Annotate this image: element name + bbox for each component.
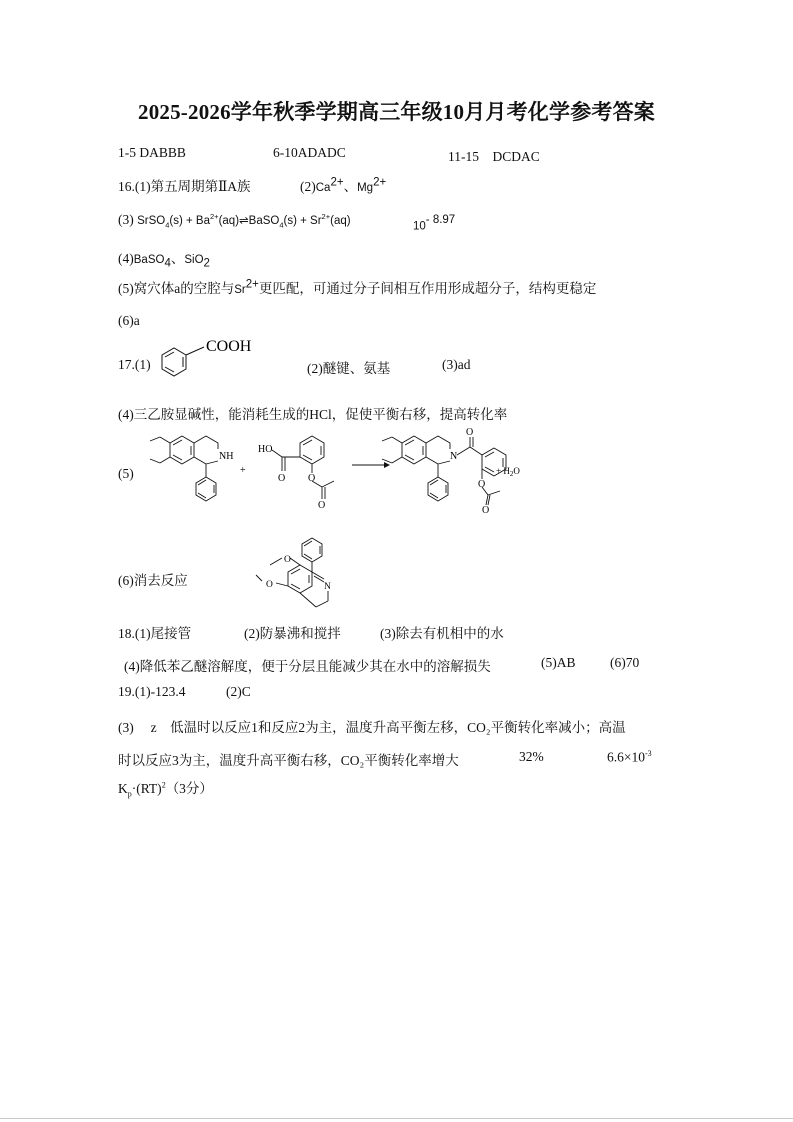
reaction-scheme (132, 425, 552, 525)
q18-part6: (6)70 (610, 655, 640, 670)
q19-part3-line2: 时以反应3为主，温度升高平衡右移，CO₂平衡转化率增大 (118, 753, 459, 768)
q16-part3-equation: (3) SrSO$_4$(s) + $Ba^{2+}(aq)\rightleftharpoons BaSO_4(s) + Sr^{2+}(aq)$ (118, 212, 351, 230)
plus-sign: + (240, 465, 246, 476)
q16-part6: (6)a (118, 313, 140, 328)
mc-answers-1-5: 1-5 DABBB (118, 145, 186, 160)
q18-part5: (5)AB (541, 655, 576, 670)
methoxy-o-bottom: O (266, 580, 273, 590)
reaction-arrowhead (384, 462, 390, 468)
q16-part4: (4)BaSO$_4$、SiO$_2$ (118, 251, 210, 270)
product-acetyl-o-label: O (482, 505, 490, 516)
product-ester-o-label: O (478, 479, 486, 490)
mc-answers-6-10: 6-10ADADC (273, 145, 346, 160)
product-n-label: N (450, 451, 458, 462)
page-bottom-divider (0, 1118, 793, 1119)
q19-conversion-value: 32% (519, 749, 544, 764)
q18-part3: (3)除去有机相中的水 (380, 626, 504, 641)
page-title: 2025-2026学年秋季学期高三年级10月月考化学参考答案 (138, 100, 655, 124)
dihydroisoquinoline-structure (246, 535, 356, 617)
q17-part5-label: (5) (118, 466, 134, 481)
imine-n-label: N (324, 582, 331, 592)
q19-part1: 19.(1)-123.4 (118, 684, 186, 699)
cooh-label: COOH (206, 338, 252, 355)
carbonyl-o-label: O (278, 473, 286, 484)
methoxy-o-top: O (284, 555, 291, 565)
q17-part4: (4)三乙胺显碱性，能消耗生成的HCl，促使平衡右移，提高转化率 (118, 407, 508, 422)
mc-answers-11-15: 11-15 DCDAC (448, 149, 540, 164)
q17-part2: (2)醚键、氨基 (307, 361, 391, 376)
q17-part1-label: 17.(1) (118, 357, 151, 372)
ester-o-label: O (308, 473, 316, 484)
q19-part3-expression: $K_p\cdot(RT)^2(3$分） (118, 780, 213, 799)
water-label: + $H_2O$ (496, 466, 520, 478)
q16-part2: $(2)Ca^{2+}$、$Mg^{2+}$ (300, 176, 387, 194)
q18-part4: (4)降低苯乙醚溶解度，便于分层且能减少其在水中的溶解损失 (124, 659, 491, 674)
ho-label: HO (258, 444, 273, 455)
q18-part1: 18.(1)尾接管 (118, 626, 192, 641)
q16-part5: (5)窝穴体a的空腔与$Sr^{2+}$更匹配，可通过分子间相互作用形成超分子，结构更稳定 (118, 278, 597, 296)
q17-part3: (3)ad (442, 357, 471, 372)
acetyl-o-label: O (318, 500, 326, 511)
q19-part3-line1: (3) z 低温时以反应1和反应2为主，温度升高平衡左移，CO₂平衡转化率减小；高温 (118, 720, 626, 735)
q16-part1: 16.(1)第五周期第ⅡA族 (118, 179, 251, 194)
q19-part2: (2)C (226, 684, 251, 699)
nh-label: NH (219, 451, 234, 462)
q18-part2: (2)防暴沸和搅拌 (244, 626, 341, 641)
benzoic-acid-structure (148, 335, 268, 385)
product-amide-o-label: O (466, 427, 474, 438)
q17-part6: (6)消去反应 (118, 573, 188, 588)
q16-part3-k: $10^{- 8.97}$ (413, 214, 456, 233)
q19-kp-value: $6.6\times 10^{-3}$ (607, 749, 652, 765)
